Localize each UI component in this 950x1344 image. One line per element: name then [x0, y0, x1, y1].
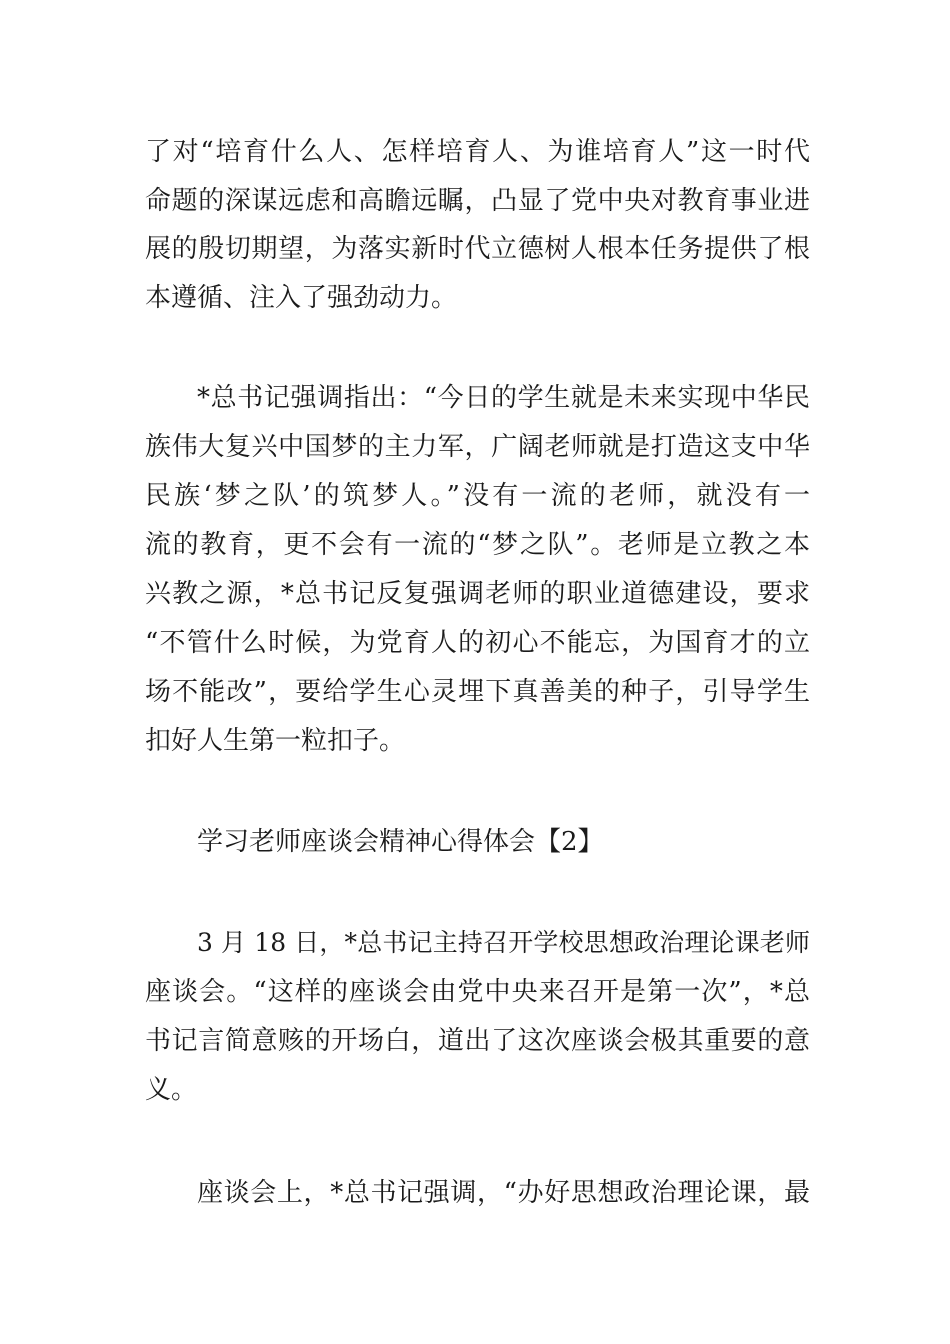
text-line: 场不能改”，要给学生心灵埋下真善美的种子，引导学生	[145, 677, 810, 707]
text-line: 3 月 18 日，*总书记主持召开学校思想政治理论课老师	[197, 928, 810, 957]
text-line: 本遵循、注入了强劲动力。	[145, 283, 458, 313]
text-line: 兴教之源，*总书记反复强调老师的职业道德建设，要求	[145, 579, 810, 609]
text-line: 展的殷切期望，为落实新时代立德树人根本任务提供了根	[145, 234, 810, 264]
text-line: 座谈会。“这样的座谈会由党中央来召开是第一次”，*总	[145, 977, 810, 1007]
text-line: 族伟大复兴中国梦的主力军，广阔老师就是打造这支中华	[145, 432, 810, 462]
text-line: “不管什么时候，为党育人的初心不能忘，为国育才的立	[145, 628, 810, 658]
text-line: 命题的深谋远虑和高瞻远瞩，凸显了党中央对教育事业进	[145, 186, 810, 216]
text-line: 流的教育，更不会有一流的“梦之队”。老师是立教之本	[145, 530, 810, 560]
text-line: 书记言简意赅的开场白，道出了这次座谈会极其重要的意	[145, 1026, 810, 1056]
text-line: 义。	[145, 1075, 198, 1105]
text-line: 民族‘梦之队’的筑梦人。”没有一流的老师，就没有一	[145, 481, 810, 511]
text-line: *总书记强调指出：“今日的学生就是未来实现中华民	[197, 383, 810, 413]
text-line: 了对“培育什么人、怎样培育人、为谁培育人”这一时代	[145, 137, 810, 167]
text-line: 扣好人生第一粒扣子。	[145, 726, 406, 756]
section-heading: 学习老师座谈会精神心得体会【2】	[197, 827, 604, 857]
text-line: 座谈会上，*总书记强调，“办好思想政治理论课，最	[197, 1178, 810, 1208]
